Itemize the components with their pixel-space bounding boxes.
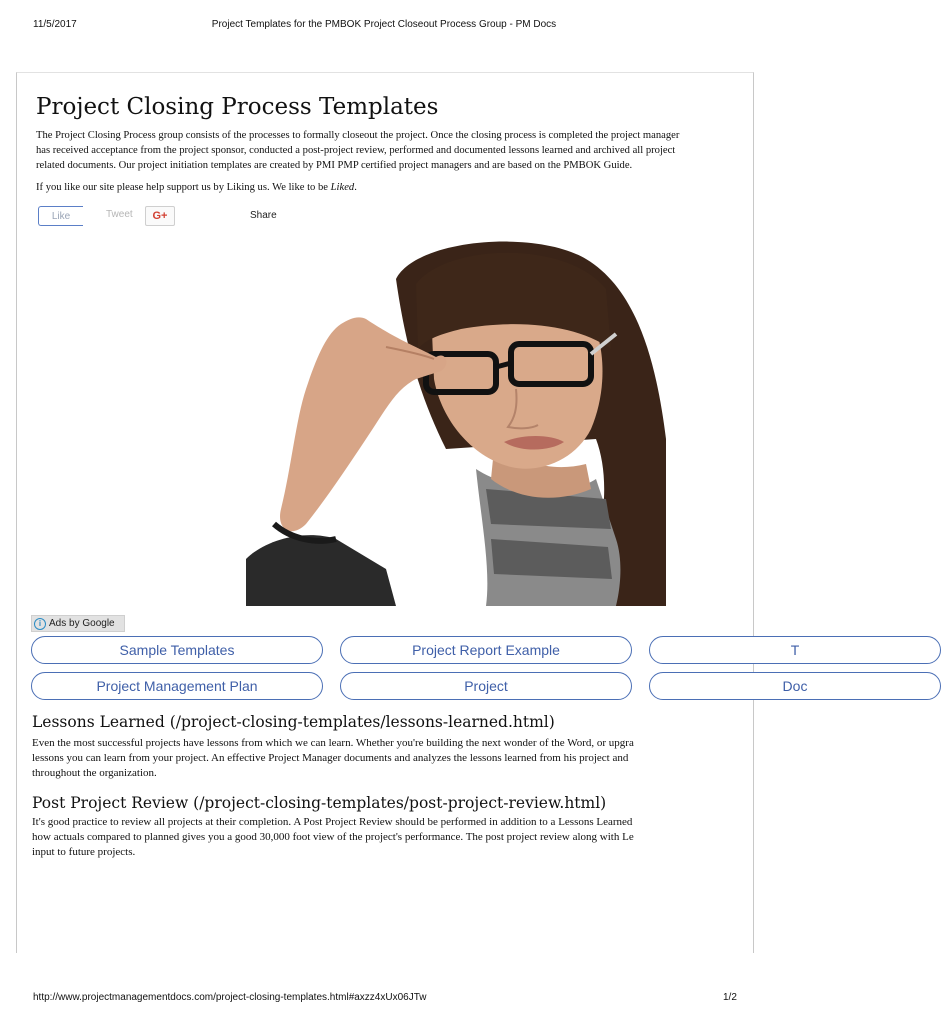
page-title: Project Closing Process Templates bbox=[36, 94, 439, 120]
ad-link-sample-templates[interactable]: Sample Templates bbox=[31, 636, 323, 664]
ad-link-truncated-2[interactable] bbox=[649, 672, 941, 700]
section-line: throughout the organization. bbox=[32, 767, 157, 779]
intro-line: related documents. Our project initiation templates are created by PMI PMP certified project managers and are based on the PMBOK Guide. bbox=[36, 160, 633, 171]
section-line: It's good practice to review all projects at their completion. A Post Project Review should be performed in addition to a Lessons Learned bbox=[32, 816, 633, 828]
google-plus-icon: G+ bbox=[152, 210, 168, 222]
section-line: Even the most successful projects have lessons from which we can learn. Whether you're building the next wonder of the Word, or upgra bbox=[32, 737, 634, 749]
print-date: 11/5/2017 bbox=[33, 19, 77, 30]
ads-badge-label: Ads by Google bbox=[49, 618, 115, 629]
print-header bbox=[0, 0, 768, 40]
section-line: lessons you can learn from your project. An effective Project Manager documents and analyzes the lessons learned from his project and bbox=[32, 752, 629, 764]
woman-with-glasses-photo bbox=[246, 239, 666, 606]
print-url: http://www.projectmanagementdocs.com/project-closing-templates.html#axzz4xUx06JTw bbox=[33, 992, 427, 1003]
info-icon: i bbox=[34, 618, 46, 630]
print-page-number: 1/2 bbox=[723, 992, 737, 1003]
ad-link-label: T bbox=[790, 642, 800, 658]
ad-link-label: Doc bbox=[782, 678, 808, 694]
intro-paragraph bbox=[36, 128, 744, 173]
google-plus-button[interactable] bbox=[145, 206, 175, 226]
section-line: input to future projects. bbox=[32, 846, 136, 858]
social-buttons bbox=[38, 206, 338, 226]
section-line: how actuals compared to planned gives you a good 30,000 foot view of the project's performance. The post project review along with Le bbox=[32, 831, 634, 843]
like-request-text bbox=[36, 182, 744, 193]
ad-links-container bbox=[16, 630, 808, 706]
intro-line: The Project Closing Process group consists of the processes to formally closeout the project. Once the closing process is completed the project manager bbox=[36, 130, 680, 141]
section-body-lessons-learned bbox=[32, 736, 752, 781]
tweet-button[interactable]: Tweet bbox=[106, 209, 133, 220]
facebook-like-button[interactable]: Like bbox=[38, 206, 83, 226]
section-heading-post-project-review[interactable]: Post Project Review (/project-closing-templates/post-project-review.html) bbox=[32, 794, 607, 812]
ad-link-project-report-example[interactable]: Project Report Example bbox=[340, 636, 632, 664]
print-footer bbox=[0, 990, 768, 1010]
print-page-title: Project Templates for the PMBOK Project Closeout Process Group - PM Docs bbox=[211, 19, 557, 30]
section-body-post-project-review bbox=[32, 815, 752, 860]
ad-link-project[interactable]: Project bbox=[340, 672, 632, 700]
ad-link-project-management-plan[interactable]: Project Management Plan bbox=[31, 672, 323, 700]
like-text-suffix: . bbox=[354, 182, 357, 193]
ad-link-truncated-1[interactable] bbox=[649, 636, 941, 664]
share-button[interactable]: Share bbox=[250, 210, 277, 221]
like-text-prefix: If you like our site please help support us by Liking us. We like to be bbox=[36, 182, 331, 193]
like-text-em: Liked bbox=[330, 182, 355, 193]
intro-line: has received acceptance from the project sponsor, conducted a post-project review, performed and documented lessons learned and archived all project bbox=[36, 145, 676, 156]
section-heading-lessons-learned[interactable]: Lessons Learned (/project-closing-templates/lessons-learned.html) bbox=[32, 713, 555, 731]
